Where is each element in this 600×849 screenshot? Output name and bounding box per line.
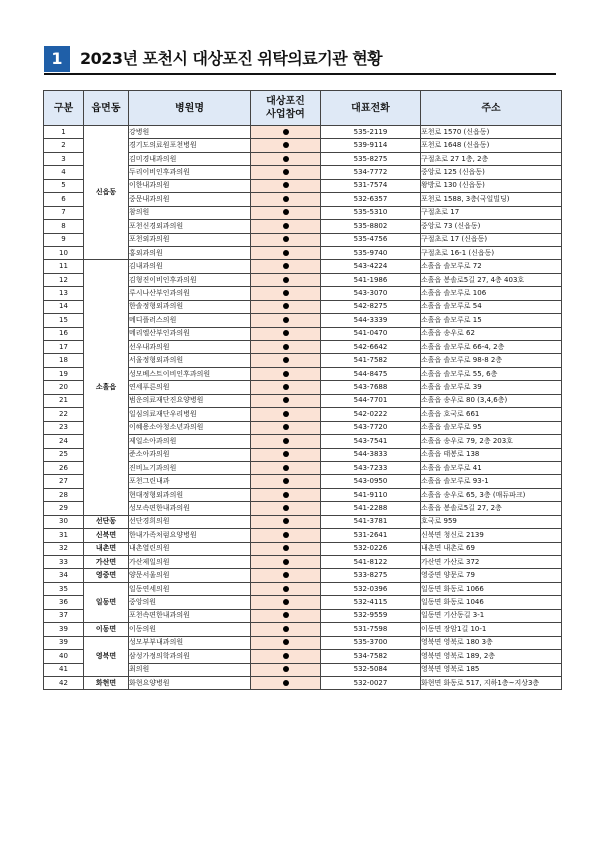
row-number: 24 — [44, 435, 84, 448]
header-tel: 대표전화 — [321, 91, 421, 126]
address: 화현면 화동로 517, 지하1층~지상3층 — [421, 676, 562, 689]
participation-dot-icon — [283, 250, 289, 256]
hospital-name: 진비뇨기과의원 — [129, 461, 251, 474]
area-cell: 소흘읍 — [84, 260, 129, 515]
phone-number: 535-4756 — [321, 233, 421, 246]
area-cell: 영북면 — [84, 636, 129, 676]
participation-cell — [251, 623, 321, 636]
phone-number: 531-7574 — [321, 179, 421, 192]
area-cell: 가산면 — [84, 556, 129, 569]
hospital-name: 포천신경외과의원 — [129, 220, 251, 233]
hospital-name: 가산제일의원 — [129, 556, 251, 569]
area-cell: 일동면 — [84, 582, 129, 622]
address: 구절초로 16-1 (신읍동) — [421, 246, 562, 259]
phone-number: 534-7772 — [321, 166, 421, 179]
participation-cell — [251, 300, 321, 313]
participation-cell — [251, 381, 321, 394]
phone-number: 541-9110 — [321, 488, 421, 501]
header-participation — [251, 91, 321, 126]
participation-cell — [251, 246, 321, 259]
table-row — [44, 515, 562, 528]
hospital-name: 일동연세의원 — [129, 582, 251, 595]
hospital-name: 포천그린내과 — [129, 475, 251, 488]
phone-number: 544-3339 — [321, 314, 421, 327]
participation-cell — [251, 529, 321, 542]
hospital-name: 중앙의원 — [129, 596, 251, 609]
phone-number: 542-6642 — [321, 341, 421, 354]
document-title: 2023년 포천시 대상포진 위탁의료기관 현황 — [80, 49, 383, 68]
participation-cell — [251, 408, 321, 421]
address: 소흘읍 솔모루로 98-8 2층 — [421, 354, 562, 367]
area-cell: 선단동 — [84, 515, 129, 528]
hospital-name: 성모베스트이비인후과의원 — [129, 367, 251, 380]
hospital-name: 성모속편한내과의원 — [129, 502, 251, 515]
area-cell: 내촌면 — [84, 542, 129, 555]
hospital-name: 포천외과의원 — [129, 233, 251, 246]
area-cell: 신북면 — [84, 529, 129, 542]
address: 호국로 959 — [421, 515, 562, 528]
row-number: 20 — [44, 381, 84, 394]
hospital-name: 이동의원 — [129, 623, 251, 636]
row-number: 9 — [44, 233, 84, 246]
phone-number: 543-4224 — [321, 260, 421, 273]
address: 일동면 기산동길 3-1 — [421, 609, 562, 622]
phone-number: 543-0950 — [321, 475, 421, 488]
participation-dot-icon — [283, 478, 289, 484]
address: 소흘읍 송우로 80 (3,4,6층) — [421, 394, 562, 407]
address: 포천로 1648 (신읍동) — [421, 139, 562, 152]
participation-dot-icon — [283, 532, 289, 538]
area-cell: 영중면 — [84, 569, 129, 582]
participation-dot-icon — [283, 505, 289, 511]
row-number: 27 — [44, 475, 84, 488]
phone-number: 532-6357 — [321, 193, 421, 206]
address: 소흘읍 솔모루로 106 — [421, 287, 562, 300]
participation-cell — [251, 327, 321, 340]
participation-dot-icon — [283, 277, 289, 283]
row-number: 3 — [44, 152, 84, 165]
row-number: 4 — [44, 166, 84, 179]
phone-number: 532-9559 — [321, 609, 421, 622]
hospital-name: 참의원 — [129, 206, 251, 219]
address: 구절초로 27 1층, 2층 — [421, 152, 562, 165]
participation-cell — [251, 488, 321, 501]
phone-number: 532-5084 — [321, 663, 421, 676]
participation-dot-icon — [283, 451, 289, 457]
hospital-name: 준소아과의원 — [129, 448, 251, 461]
participation-cell — [251, 435, 321, 448]
participation-cell — [251, 609, 321, 622]
hospital-name: 범운의료재단진요양병원 — [129, 394, 251, 407]
participation-dot-icon — [283, 156, 289, 162]
address: 포천로 1570 (신읍동) — [421, 126, 562, 139]
participation-cell — [251, 367, 321, 380]
table-row — [44, 260, 562, 273]
participation-dot-icon — [283, 666, 289, 672]
row-number: 5 — [44, 179, 84, 192]
address: 이동면 장암1길 10-1 — [421, 623, 562, 636]
table-row — [44, 636, 562, 649]
row-number: 42 — [44, 676, 84, 689]
participation-cell — [251, 273, 321, 286]
address: 소흘읍 솔모루로 39 — [421, 381, 562, 394]
hospital-name: 두리이비인후과의원 — [129, 166, 251, 179]
phone-number: 543-7233 — [321, 461, 421, 474]
hospital-name: 최의원 — [129, 663, 251, 676]
participation-dot-icon — [283, 196, 289, 202]
row-number: 41 — [44, 663, 84, 676]
participation-dot-icon — [283, 142, 289, 148]
phone-number: 535-2119 — [321, 126, 421, 139]
row-number: 30 — [44, 515, 84, 528]
address: 가산면 가산로 372 — [421, 556, 562, 569]
phone-number: 532-4115 — [321, 596, 421, 609]
participation-cell — [251, 206, 321, 219]
row-number: 21 — [44, 394, 84, 407]
row-number: 8 — [44, 220, 84, 233]
participation-cell — [251, 126, 321, 139]
hospital-name: 김내과의원 — [129, 260, 251, 273]
participation-dot-icon — [283, 572, 289, 578]
participation-cell — [251, 636, 321, 649]
participation-dot-icon — [283, 680, 289, 686]
row-number: 32 — [44, 542, 84, 555]
table-row — [44, 676, 562, 689]
row-number: 31 — [44, 529, 84, 542]
participation-dot-icon — [283, 586, 289, 592]
participation-cell — [251, 502, 321, 515]
phone-number: 535-8275 — [321, 152, 421, 165]
row-number: 16 — [44, 327, 84, 340]
hospital-name: 양문서울의원 — [129, 569, 251, 582]
participation-dot-icon — [283, 639, 289, 645]
hospital-name: 성모부부내과의원 — [129, 636, 251, 649]
participation-dot-icon — [283, 612, 289, 618]
area-cell: 이동면 — [84, 623, 129, 636]
hospital-name: 이혜용소아청소년과의원 — [129, 421, 251, 434]
phone-number: 544-8475 — [321, 367, 421, 380]
phone-number: 535-5310 — [321, 206, 421, 219]
phone-number: 541-3781 — [321, 515, 421, 528]
table-header-row — [44, 91, 562, 126]
phone-number: 541-8122 — [321, 556, 421, 569]
row-number: 26 — [44, 461, 84, 474]
row-number: 34 — [44, 569, 84, 582]
hospital-name: 제일소아과의원 — [129, 435, 251, 448]
address: 소흘읍 봉솔로5길 27, 2층 — [421, 502, 562, 515]
address: 소흘읍 송우로 62 — [421, 327, 562, 340]
table-row — [44, 542, 562, 555]
participation-dot-icon — [283, 290, 289, 296]
phone-number: 532-0027 — [321, 676, 421, 689]
row-number: 39 — [44, 623, 84, 636]
row-number: 36 — [44, 596, 84, 609]
hospital-name: 연세푸른의원 — [129, 381, 251, 394]
hospital-name: 서울정형외과의원 — [129, 354, 251, 367]
row-number: 10 — [44, 246, 84, 259]
header-area: 읍면동 — [84, 91, 129, 126]
hospital-name: 메디플러스의원 — [129, 314, 251, 327]
address: 일동면 화동로 1046 — [421, 596, 562, 609]
hospital-name: 내촌열린의원 — [129, 542, 251, 555]
participation-dot-icon — [283, 411, 289, 417]
participation-dot-icon — [283, 438, 289, 444]
participation-cell — [251, 314, 321, 327]
participation-cell — [251, 461, 321, 474]
hospital-name: 삼성가정의학과의원 — [129, 650, 251, 663]
address: 소흘읍 송우로 79, 2층 203호 — [421, 435, 562, 448]
participation-dot-icon — [283, 344, 289, 350]
participation-dot-icon — [283, 182, 289, 188]
participation-cell — [251, 475, 321, 488]
row-number: 1 — [44, 126, 84, 139]
participation-dot-icon — [283, 559, 289, 565]
address: 구절초로 17 — [421, 206, 562, 219]
participation-cell — [251, 394, 321, 407]
participation-dot-icon — [283, 545, 289, 551]
phone-number: 535-8802 — [321, 220, 421, 233]
participation-cell — [251, 152, 321, 165]
participation-cell — [251, 582, 321, 595]
phone-number: 544-7701 — [321, 394, 421, 407]
participation-cell — [251, 596, 321, 609]
address: 소흘읍 송우로 65, 3층 (매듀파크) — [421, 488, 562, 501]
participation-dot-icon — [283, 371, 289, 377]
participation-cell — [251, 676, 321, 689]
address: 포천로 1588, 3층(국일빌딩) — [421, 193, 562, 206]
address: 소흘읍 솔모루로 95 — [421, 421, 562, 434]
participation-cell — [251, 542, 321, 555]
participation-cell — [251, 260, 321, 273]
phone-number: 539-9114 — [321, 139, 421, 152]
table-row — [44, 582, 562, 595]
phone-number: 531-2641 — [321, 529, 421, 542]
participation-cell — [251, 448, 321, 461]
phone-number: 542-8275 — [321, 300, 421, 313]
participation-cell — [251, 166, 321, 179]
row-number: 35 — [44, 582, 84, 595]
address: 소흘읍 솔모루로 72 — [421, 260, 562, 273]
hospital-name: 루시나산부인과의원 — [129, 287, 251, 300]
phone-number: 534-7582 — [321, 650, 421, 663]
table-row — [44, 556, 562, 569]
table-row — [44, 623, 562, 636]
participation-dot-icon — [283, 397, 289, 403]
participation-dot-icon — [283, 317, 289, 323]
address: 소흘읍 솔모루로 55, 6층 — [421, 367, 562, 380]
participation-dot-icon — [283, 384, 289, 390]
phone-number: 532-0226 — [321, 542, 421, 555]
table-row — [44, 569, 562, 582]
participation-cell — [251, 556, 321, 569]
hospital-name: 이한내과의원 — [129, 179, 251, 192]
phone-number: 543-3070 — [321, 287, 421, 300]
address: 소흘읍 솔모루로 66-4, 2층 — [421, 341, 562, 354]
address: 소흘읍 솔모루로 15 — [421, 314, 562, 327]
participation-dot-icon — [283, 303, 289, 309]
hospital-name: 김미경내과의원 — [129, 152, 251, 165]
participation-dot-icon — [283, 492, 289, 498]
phone-number: 543-7720 — [321, 421, 421, 434]
title-underline — [44, 73, 556, 75]
participation-cell — [251, 663, 321, 676]
address: 왕방로 130 (신읍동) — [421, 179, 562, 192]
phone-number: 535-3700 — [321, 636, 421, 649]
address: 영북면 영북로 189, 2층 — [421, 650, 562, 663]
table-body — [44, 126, 562, 690]
participation-dot-icon — [283, 357, 289, 363]
hospital-name: 메리엘산부인과의원 — [129, 327, 251, 340]
hospital-name: 일심의료재단우리병원 — [129, 408, 251, 421]
participation-dot-icon — [283, 129, 289, 135]
participation-cell — [251, 341, 321, 354]
phone-number: 541-1986 — [321, 273, 421, 286]
hospital-name: 중문내과의원 — [129, 193, 251, 206]
hospital-name: 경기도의료원포천병원 — [129, 139, 251, 152]
hospital-name: 한솔정형외과의원 — [129, 300, 251, 313]
area-cell: 화현면 — [84, 676, 129, 689]
participation-cell — [251, 193, 321, 206]
address: 영중면 양문로 79 — [421, 569, 562, 582]
address: 소흘읍 솔모루로 93-1 — [421, 475, 562, 488]
row-number: 14 — [44, 300, 84, 313]
row-number: 37 — [44, 609, 84, 622]
address: 영북면 영북로 185 — [421, 663, 562, 676]
participation-cell — [251, 139, 321, 152]
address: 중앙로 125 (신읍동) — [421, 166, 562, 179]
header-no: 구분 — [44, 91, 84, 126]
address: 소흘읍 호국로 661 — [421, 408, 562, 421]
section-header — [44, 46, 556, 72]
row-number: 33 — [44, 556, 84, 569]
hospital-name: 강병원 — [129, 126, 251, 139]
header-address: 주소 — [421, 91, 562, 126]
row-number: 17 — [44, 341, 84, 354]
address: 영북면 영북로 180 3층 — [421, 636, 562, 649]
table-row — [44, 529, 562, 542]
row-number: 28 — [44, 488, 84, 501]
row-number: 11 — [44, 260, 84, 273]
participation-cell — [251, 220, 321, 233]
participation-cell — [251, 287, 321, 300]
address: 내촌면 내촌로 69 — [421, 542, 562, 555]
participation-dot-icon — [283, 169, 289, 175]
row-number: 2 — [44, 139, 84, 152]
phone-number: 541-7582 — [321, 354, 421, 367]
area-cell: 신읍동 — [84, 126, 129, 260]
address: 신북면 청신로 2139 — [421, 529, 562, 542]
address: 소흘읍 솔모루로 54 — [421, 300, 562, 313]
row-number: 29 — [44, 502, 84, 515]
hospital-table — [43, 90, 562, 690]
phone-number: 533-8275 — [321, 569, 421, 582]
section-number-badge: 1 — [44, 46, 70, 72]
row-number: 12 — [44, 273, 84, 286]
header-participation-line1: 대상포진 — [266, 96, 305, 107]
address: 소흘읍 태봉로 138 — [421, 448, 562, 461]
table-row — [44, 126, 562, 139]
participation-dot-icon — [283, 424, 289, 430]
participation-cell — [251, 650, 321, 663]
header-hospital: 병원명 — [129, 91, 251, 126]
phone-number: 542-0222 — [321, 408, 421, 421]
hospital-name: 포천속편한내과의원 — [129, 609, 251, 622]
hospital-name: 홍외과의원 — [129, 246, 251, 259]
address: 일동면 화동로 1066 — [421, 582, 562, 595]
hospital-name: 한내가족처럼요양병원 — [129, 529, 251, 542]
participation-dot-icon — [283, 223, 289, 229]
row-number: 15 — [44, 314, 84, 327]
row-number: 13 — [44, 287, 84, 300]
participation-cell — [251, 569, 321, 582]
participation-dot-icon — [283, 653, 289, 659]
hospital-name: 화현요양병원 — [129, 676, 251, 689]
hospital-name: 현대정형외과의원 — [129, 488, 251, 501]
row-number: 39 — [44, 636, 84, 649]
phone-number: 532-0396 — [321, 582, 421, 595]
phone-number: 535-9740 — [321, 246, 421, 259]
address: 소흘읍 봉솔로5길 27, 4층 403호 — [421, 273, 562, 286]
participation-dot-icon — [283, 465, 289, 471]
address: 구절초로 17 (신읍동) — [421, 233, 562, 246]
row-number: 40 — [44, 650, 84, 663]
address: 소흘읍 솔모루로 41 — [421, 461, 562, 474]
phone-number: 543-7541 — [321, 435, 421, 448]
participation-cell — [251, 179, 321, 192]
phone-number: 531-7598 — [321, 623, 421, 636]
participation-cell — [251, 233, 321, 246]
participation-dot-icon — [283, 626, 289, 632]
participation-dot-icon — [283, 236, 289, 242]
participation-cell — [251, 515, 321, 528]
participation-dot-icon — [283, 599, 289, 605]
header-participation-line2: 사업참여 — [266, 109, 305, 120]
row-number: 6 — [44, 193, 84, 206]
participation-dot-icon — [283, 330, 289, 336]
row-number: 23 — [44, 421, 84, 434]
participation-dot-icon — [283, 209, 289, 215]
row-number: 19 — [44, 367, 84, 380]
phone-number: 544-3833 — [321, 448, 421, 461]
row-number: 22 — [44, 408, 84, 421]
row-number: 7 — [44, 206, 84, 219]
participation-dot-icon — [283, 263, 289, 269]
participation-cell — [251, 354, 321, 367]
phone-number: 541-0470 — [321, 327, 421, 340]
participation-cell — [251, 421, 321, 434]
hospital-name: 김형진이비인후과의원 — [129, 273, 251, 286]
phone-number: 543-7688 — [321, 381, 421, 394]
row-number: 18 — [44, 354, 84, 367]
hospital-name: 선단경희의원 — [129, 515, 251, 528]
hospital-name: 선우내과의원 — [129, 341, 251, 354]
phone-number: 541-2288 — [321, 502, 421, 515]
row-number: 25 — [44, 448, 84, 461]
participation-dot-icon — [283, 518, 289, 524]
address: 중앙로 73 (신읍동) — [421, 220, 562, 233]
